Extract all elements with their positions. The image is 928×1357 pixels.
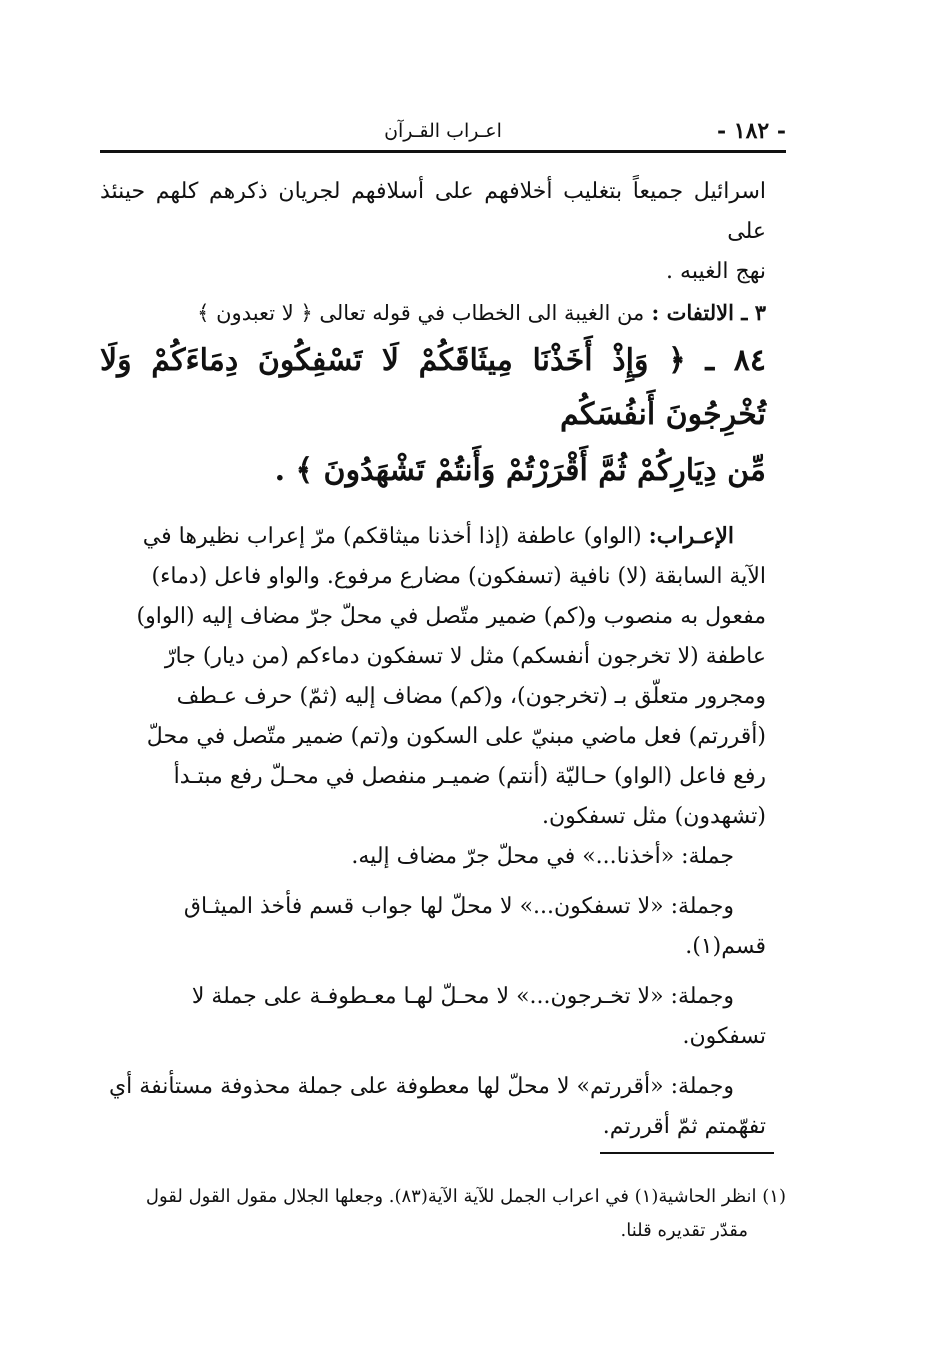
irab-line: (أقررتم) فعل ماضي مبنيّ على السكون و(تم) ضمير متّصل في محلّ bbox=[146, 724, 766, 749]
irab-label: الإعـراب: bbox=[648, 523, 734, 549]
sentence-analysis: جملة: «أخذنا...» في محلّ جرّ مضاف إليه. bbox=[351, 844, 734, 869]
irab-line: عاطفة (لا تخرجون أنفسكم) مثل لا تسفكون دماءكم (من ديار) جارّ bbox=[164, 644, 766, 669]
text-line: نهج الغيبه . bbox=[666, 259, 766, 284]
irab-line: (تشهدون) مثل تسفكون. bbox=[542, 804, 766, 829]
sentence-analysis: وجملة: «لا تسفكون...» لا محلّ لها جواب قسم فأخذ الميثـاق bbox=[183, 894, 734, 919]
quran-verse-line: ٨٤ ـ ﴿ وَإِذْ أَخَذْنَا مِيثَاقَكُمْ لَا تَسْفِكُونَ دِمَاءَكُمْ وَلَا تُخْرِجُونَ أَنفُسَكُم bbox=[100, 343, 766, 432]
footnote-line: مقدّر تقديره قلنا. bbox=[620, 1220, 748, 1241]
header-rule bbox=[100, 150, 786, 153]
sentence-analysis: وجملة: «أقررتم» لا محلّ لها معطوفة على جملة محذوفة مستأنفة أي bbox=[108, 1074, 734, 1099]
page-number: - ١٨٢ - bbox=[716, 118, 786, 144]
irab-line: رفع فاعل (الواو) حـاليّة (أنتم) ضميـر منفصل في محـلّ رفع مبتـدأ bbox=[173, 764, 766, 789]
section-description: من الغيبة الى الخطاب في قوله تعالى ﴿ لا تعبدون ﴾ bbox=[197, 301, 645, 325]
page-header bbox=[100, 118, 786, 150]
main-text bbox=[100, 172, 766, 1147]
footnote bbox=[100, 1180, 786, 1248]
footnote-line: (١) انظر الحاشية(١) في اعراب الجمل للآية الآية(٨٣). وجعلها الجلال مقول القول لقول bbox=[145, 1186, 786, 1207]
sentence-analysis-cont: قسم(١). bbox=[685, 934, 766, 959]
section-number-title: ٣ ـ الالتفات : bbox=[651, 300, 766, 325]
irab-text: (الواو) عاطفة (إذا أخذنا ميثاقكم) مرّ إعراب نظيرها في bbox=[142, 524, 642, 549]
sentence-analysis: وجملة: «لا تخـرجون...» لا محـلّ لهـا معـطوفـة على جملة لا bbox=[191, 984, 734, 1009]
irab-line: ومجرور متعلّق بـ (تخرجون)، و(كم) مضاف إليه (ثمّ) حرف عـطف bbox=[176, 684, 766, 709]
irab-paragraph-start bbox=[100, 516, 766, 557]
irab-line: الآية السابقة (لا) نافية (تسفكون) مضارع مرفوع. والواو فاعل (دماء) bbox=[151, 564, 766, 589]
quran-verse-line: مِّن دِيَارِكُمْ ثُمَّ أَقْرَرْتُمْ وَأَنتُمْ تَشْهَدُونَ ﴾ . bbox=[274, 453, 766, 488]
text-line: اسرائيل جميعاً بتغليب أخلافهم على أسلافهم لجريان ذكرهم كلهم حينئذ على bbox=[100, 179, 766, 244]
sentence-analysis-cont: تسفكون. bbox=[682, 1024, 766, 1049]
irab-line: مفعول به منصوب و(كم) ضمير متّصل في محلّ جرّ مضاف إليه (الواو) bbox=[136, 604, 766, 629]
footnote-rule bbox=[600, 1152, 774, 1154]
running-title: اعـراب القـرآن bbox=[384, 120, 502, 142]
sentence-analysis-cont: تفهّمتم ثمّ أقررتم. bbox=[602, 1114, 766, 1139]
section-heading bbox=[100, 294, 766, 332]
